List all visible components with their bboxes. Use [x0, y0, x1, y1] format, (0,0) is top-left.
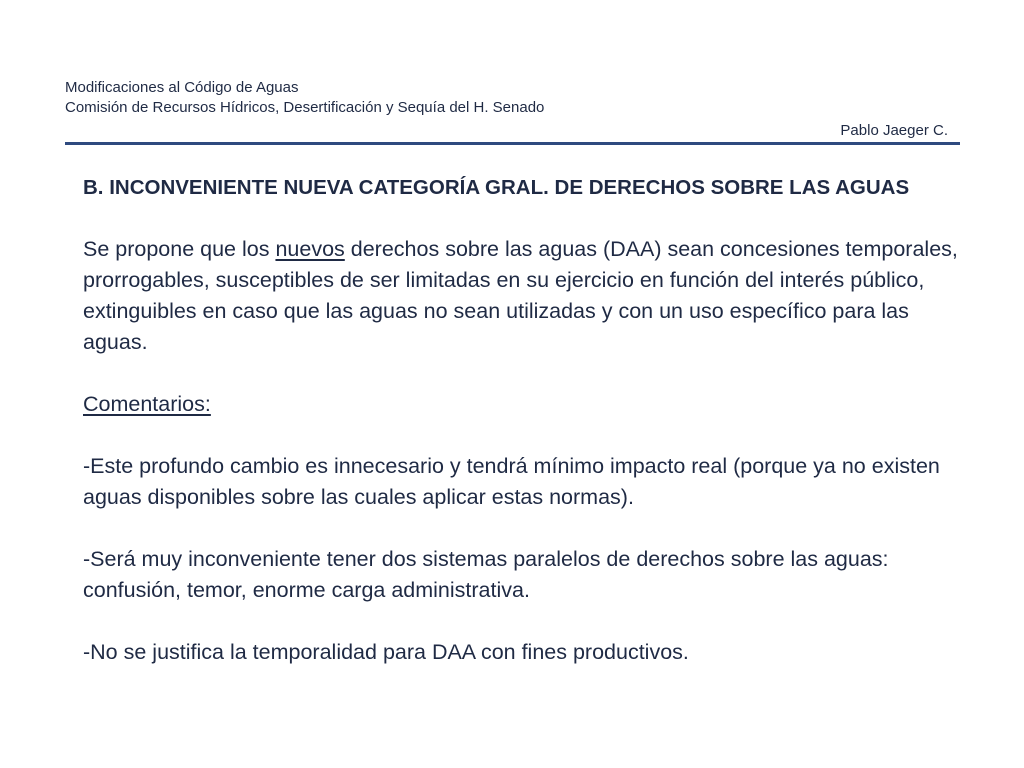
comment-item: -Este profundo cambio es innecesario y tendrá mínimo impacto real (porque ya no existen aguas disponibles sobre las cuales aplicar estas normas).	[83, 454, 940, 509]
slide-title: B. INCONVENIENTE NUEVA CATEGORÍA GRAL. DE DERECHOS SOBRE LAS AGUAS	[83, 176, 910, 199]
header-divider	[65, 142, 960, 145]
comments-label: Comentarios:	[83, 392, 211, 416]
author-name: Pablo Jaeger C.	[840, 122, 948, 139]
intro-text-before: Se propone que los	[83, 237, 276, 261]
intro-underlined-word: nuevos	[275, 237, 345, 261]
slide-body	[83, 172, 963, 699]
comment-item: -No se justifica la temporalidad para DAA con fines productivos.	[83, 640, 689, 664]
header-line-1: Modificaciones al Código de Aguas	[65, 79, 299, 96]
comments-heading	[83, 389, 963, 420]
slide-header	[65, 78, 945, 118]
intro-paragraph	[83, 234, 963, 358]
intro-text-after: derechos sobre las aguas (DAA) sean concesiones temporales, prorrogables, susceptibles de ser limitadas en su ejercicio en función del interés público, extinguibles en caso que las aguas no sean utilizadas y con un uso específico para las aguas.	[83, 237, 958, 354]
header-line-2: Comisión de Recursos Hídricos, Desertificación y Sequía del H. Senado	[65, 99, 545, 116]
comment-item: -Será muy inconveniente tener dos sistemas paralelos de derechos sobre las aguas: confusión, temor, enorme carga administrativa.	[83, 547, 889, 602]
